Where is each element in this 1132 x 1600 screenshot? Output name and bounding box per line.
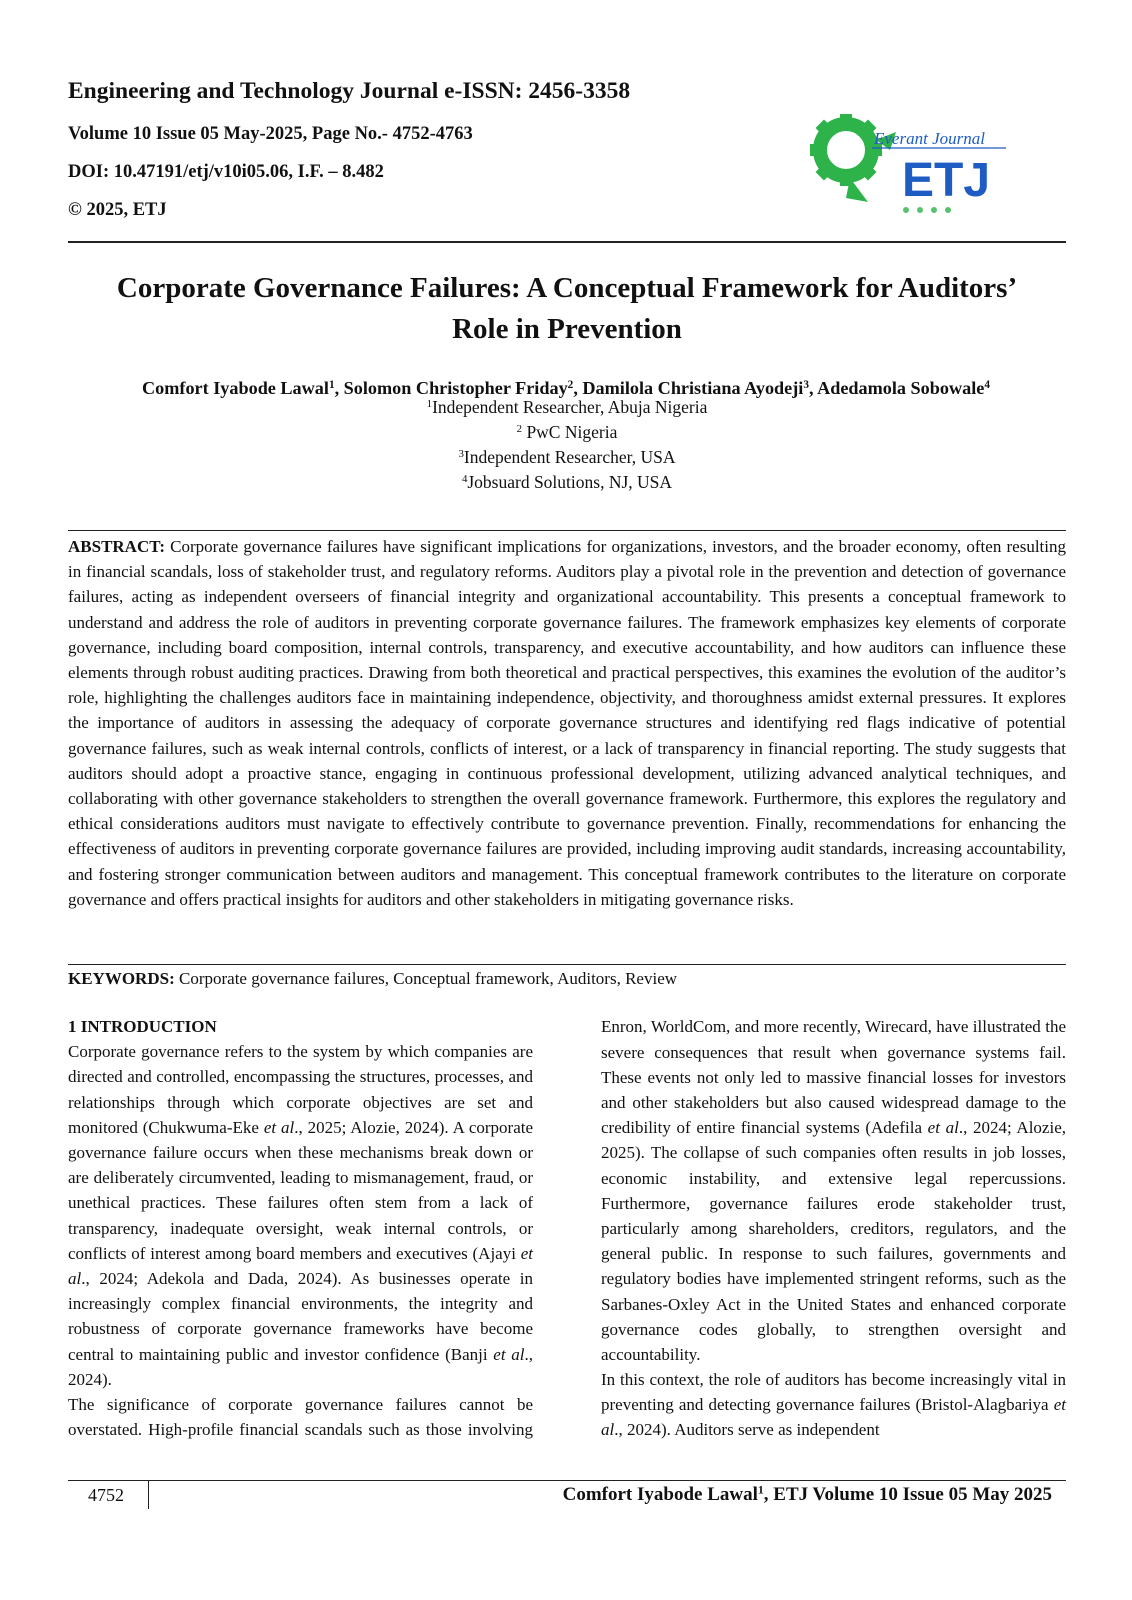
body-column-left (68, 1014, 533, 1442)
journal-copyright: © 2025, ETJ (68, 200, 167, 220)
affiliation: $^3$Independent Researcher, USA (458, 447, 676, 467)
keywords (68, 966, 1066, 991)
author-name: Damilola Christiana Ayodeji (582, 378, 804, 398)
author-affiliation-mark: 1 (328, 378, 335, 391)
affiliation: $^2$ PwC Nigeria (516, 422, 618, 442)
abstract (68, 534, 1066, 912)
affiliation: $^4$Jobsuard Solutions, NJ, USA (461, 472, 673, 492)
footer-rule (68, 1480, 1066, 1481)
etj-logo (806, 110, 1018, 222)
body-paragraph: In this context, the role of auditors has become increasingly vital in preventing and detecting governance failures (Bristol-Alagbariya et al., 2024). Auditors serve as independent (601, 1370, 1066, 1440)
body-paragraph: Corporate governance refers to the system by which companies are directed and controlled, encompassing the structures, processes, and relationships through which corporate objectives are set and monitored (Chukwuma-Eke et al., 2025; Alozie, 2024). A corporate governance failure occurs when these mechanisms break down or are deliberately circumvented, leading to mismanagement, fraud, or unethical practices. These failures often stem from a lack of transparency, inadequate oversight, weak internal controls, or conflicts of interest among board members and executives (Ajayi et al., 2024; Adekola and Dada, 2024). As businesses operate in increasingly complex financial environments, the integrity and robustness of corporate governance frameworks have become central to maintaining public and investor confidence (Banji et al., 2024). (68, 1042, 534, 1389)
author-name: Comfort Iyabode Lawal (142, 378, 329, 398)
paper-title (68, 268, 1066, 350)
footer-divider (148, 1480, 149, 1509)
body-paragraph-continued: Enron, WorldCom, and more recently, Wirecard, have illustrated the severe consequences that result when governance systems fail. These events not only led to massive financial losses for investors and other stakeholders but also caused widespread damage to the credibility of entire financial systems (Adefila et al., 2024; Alozie, 2025). The collapse of such companies often results in job losses, economic instability, and extensive legal repercussions. Furthermore, governance failures erode stakeholder trust, particularly among shareholders, creditors, regulators, and the general public. In response to such failures, governments and regulatory bodies have implemented stringent reforms, such as the Sarbanes-Oxley Act in the United States and enhanced corporate governance codes globally, to strengthen oversight and accountability. (601, 1017, 1066, 1365)
abstract-text: Corporate governance failures have significant implications for organizations, investors, and the broader economy, often resulting in financial scandals, loss of stakeholder trust, and regulatory reforms. Auditors play a pivotal role in the prevention and detection of governance failures, acting as independent overseers of financial integrity and organizational accountability. This presents a conceptual framework to understand and address the role of auditors in preventing corporate governance failures. The framework emphasizes key elements of corporate governance, including board composition, internal controls, transparency, and executive accountability, and how auditors can influence these elements through robust auditing practices. Drawing from both theoretical and practical perspectives, this examines the evolution of the auditor’s role, highlighting the challenges auditors face in maintaining independence, objectivity, and thoroughness amidst external pressures. It explores the importance of auditors in assessing the adequacy of corporate governance structures and identifying red flags indicative of potential governance failures, such as weak internal controls, conflicts of interest, or a lack of transparency in financial reporting. The study suggests that auditors should adopt a proactive stance, engaging in continuous professional development, utilizing advanced analytical techniques, and collaborating with other governance stakeholders to strengthen the overall governance framework. Furthermore, this explores the regulatory and ethical considerations auditors must navigate to effectively contribute to governance prevention. Finally, recommendations for enhancing the effectiveness of auditors in preventing corporate governance failures are provided, including improving audit standards, increasing accountability, and fostering stronger communication between auditors and management. This conceptual framework contributes to the literature on corporate governance and offers practical insights for auditors and other stakeholders in mitigating governance risks. (68, 537, 1066, 909)
journal-title: Engineering and Technology Journal e-ISSN: 2456-3358 (68, 78, 631, 104)
abstract-top-rule (68, 530, 1066, 531)
paper-title-line-2: Role in Prevention (452, 313, 682, 345)
body-column-right (601, 1014, 1066, 1443)
abstract-label: ABSTRACT: (68, 537, 165, 556)
abstract-bottom-rule (68, 964, 1066, 965)
logo-letters: ETJ (902, 154, 991, 207)
page-number: 4752 (88, 1485, 124, 1505)
section-heading: 1 INTRODUCTION (68, 1017, 217, 1036)
footer-credit: Comfort Iyabode Lawal$^1$, ETJ Volume 10 Issue 05 May 2025 (562, 1483, 1052, 1505)
keywords-label: KEYWORDS: (68, 969, 175, 988)
author-name: Adedamola Sobowale (817, 378, 985, 398)
journal-volume-line: Volume 10 Issue 05 May-2025, Page No.- 4752-4763 (68, 124, 473, 144)
logo-text: Everant Journal (874, 129, 985, 148)
author-affiliation-mark: 2 (567, 378, 574, 391)
author-list: Comfort Iyabode Lawal$^1$, Solomon Christopher Friday$^2$, Damilola Christiana Ayodeji$^3$, Adedamola Sobowale$^4$ (142, 378, 990, 398)
header-rule (68, 241, 1066, 243)
author-affiliation-mark: 4 (984, 378, 990, 391)
affiliation: $^1$Independent Researcher, Abuja Nigeria (426, 397, 708, 417)
author-affiliation-mark: 3 (803, 378, 809, 391)
body-paragraph: The significance of corporate governance failures cannot be overstated. High-profile financial scandals such as those involving (68, 1395, 533, 1440)
paper-title-line-1: Corporate Governance Failures: A Conceptual Framework for Auditors’ (116, 272, 1018, 304)
keywords-text: Corporate governance failures, Conceptual framework, Auditors, Review (174, 969, 678, 988)
journal-doi-line: DOI: 10.47191/etj/v10i05.06, I.F. – 8.482 (68, 162, 384, 182)
author-name: Solomon Christopher Friday (343, 378, 568, 398)
